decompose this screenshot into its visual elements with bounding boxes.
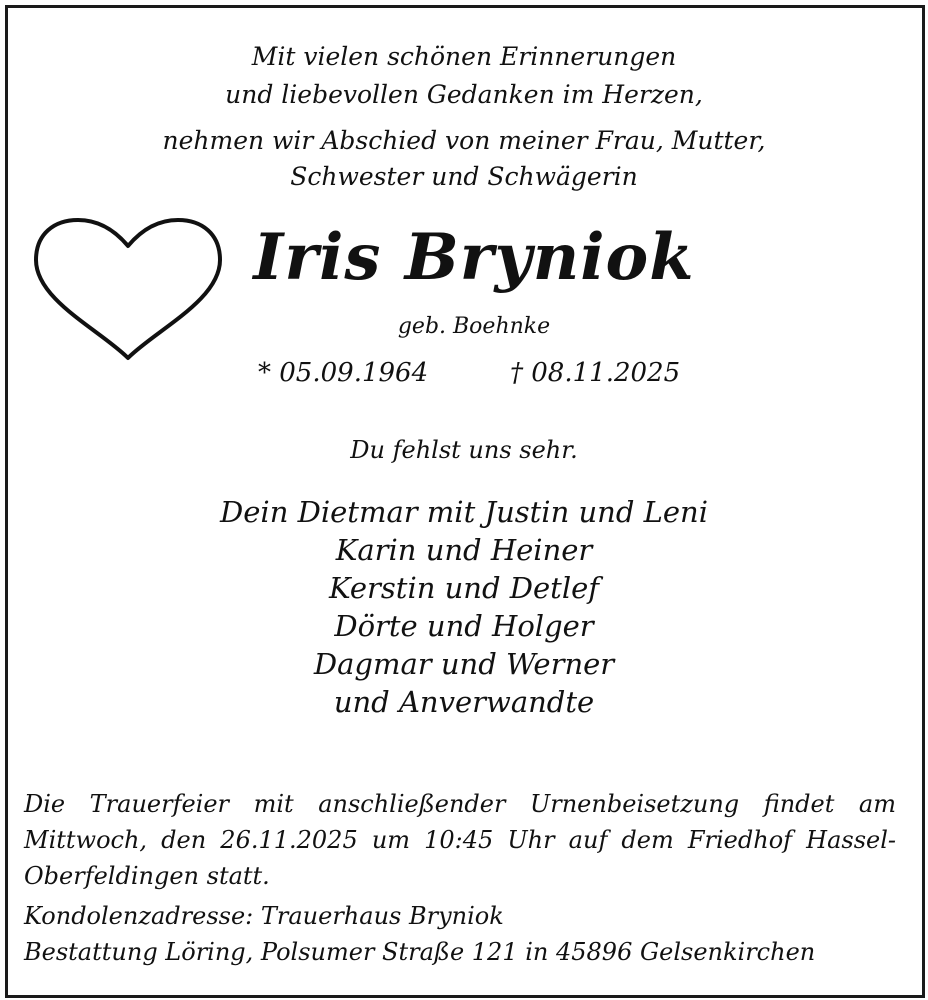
- mourner-line-1: Dein Dietmar mit Justin und Leni: [220, 495, 708, 529]
- mourner-line-6: und Anverwandte: [333, 685, 595, 719]
- mourner-line-2: Karin und Heiner: [335, 533, 593, 567]
- ceremony-line-1: Die Trauerfeier mit anschließender Urnenbeisetzung findet am: [24, 790, 896, 818]
- birth-date: * 05.09.1964: [258, 358, 429, 388]
- ceremony-notice: [24, 786, 896, 894]
- condolence-notice: [24, 898, 896, 970]
- condolence-line-2: Bestattung Löring, Polsumer Straße 121 in 45896 Gelsenkirchen: [24, 938, 816, 966]
- ceremony-line-2: Mittwoch, den 26.11.2025 um 10:45 Uhr auf dem Friedhof Hassel-: [24, 826, 896, 854]
- birth-name: geb. Boehnke: [397, 314, 551, 339]
- intro-line-2: und liebevollen Gedanken im Herzen,: [225, 80, 703, 109]
- message-line: Du fehlst uns sehr.: [350, 436, 578, 464]
- intro-line-3: nehmen wir Abschied von meiner Frau, Mutter,: [162, 126, 766, 155]
- mourner-line-5: Dagmar und Werner: [313, 647, 615, 681]
- intro-line-4: Schwester und Schwägerin: [290, 162, 638, 191]
- death-date: † 08.11.2025: [510, 358, 681, 388]
- intro-line-1: Mit vielen schönen Erinnerungen: [251, 42, 677, 71]
- deceased-name: Iris Bryniok: [253, 220, 695, 295]
- condolence-line-1: Kondolenzadresse: Trauerhaus Bryniok: [24, 902, 504, 930]
- mourner-line-4: Dörte und Holger: [334, 609, 594, 643]
- ceremony-line-3: Oberfeldingen statt.: [24, 862, 270, 890]
- mourner-line-3: Kerstin und Detlef: [329, 571, 599, 605]
